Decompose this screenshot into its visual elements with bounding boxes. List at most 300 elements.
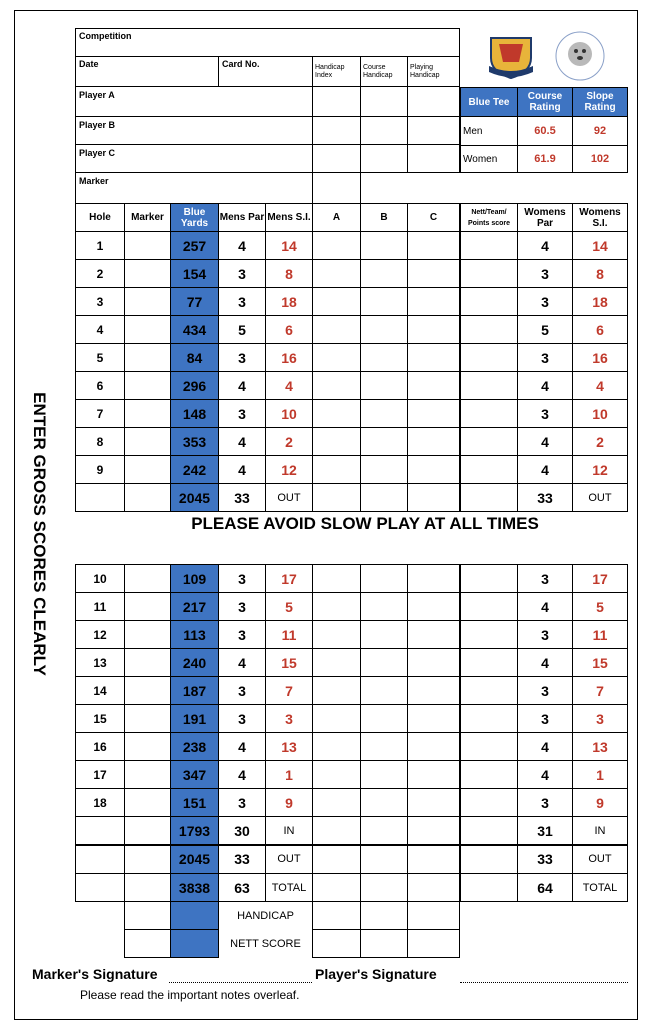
front-total-row-wsi [572, 483, 628, 512]
player-b-course-hcp[interactable] [360, 116, 408, 145]
hole-10-row-b[interactable] [360, 564, 408, 593]
hole-15-row-yards [170, 704, 219, 733]
hole-10-row-hole-value: 10 [93, 571, 107, 586]
total-row-total-b[interactable] [360, 873, 408, 902]
hole-4-row-c[interactable] [407, 315, 460, 344]
handicap-c[interactable] [407, 901, 460, 930]
total-row-total-yards-value: 3838 [178, 879, 211, 896]
hole-10-row-wpar-value: 3 [541, 570, 549, 587]
hole-1-row-wpar-value: 4 [541, 237, 549, 254]
total-row-in-marker[interactable] [124, 816, 171, 845]
hole-9-row-mpar [218, 455, 266, 484]
hole-3-row-nett[interactable] [460, 287, 518, 316]
course-handicap-label: Course Handicap [363, 64, 393, 79]
player-a-field[interactable] [75, 86, 313, 117]
player-a-label: Player A [79, 90, 115, 100]
hole-5-row-nett[interactable] [460, 343, 518, 372]
hole-13-row-a[interactable] [312, 648, 361, 677]
total-row-out-msi [265, 845, 313, 874]
hole-7-row-yards [170, 399, 219, 428]
hole-3-row-mpar [218, 287, 266, 316]
hole-4-row-a[interactable] [312, 315, 361, 344]
hole-15-row-wpar-value: 3 [541, 710, 549, 727]
hole-14-row-yards [170, 676, 219, 705]
hole-7-row-a[interactable] [312, 399, 361, 428]
hole-2-row-nett[interactable] [460, 259, 518, 288]
card-no-field[interactable] [218, 56, 313, 87]
hole-7-row-nett[interactable] [460, 399, 518, 428]
men-label: Men [463, 126, 483, 137]
hole-17-row-hole-value: 17 [93, 767, 107, 782]
hole-1-row-hole [75, 231, 125, 260]
hole-18-row-msi [265, 788, 313, 817]
hole-8-row-mpar [218, 427, 266, 456]
hole-7-row-wpar [517, 399, 573, 428]
hole-11-row-wsi [572, 592, 628, 621]
hole-8-row-nett[interactable] [460, 427, 518, 456]
hole-16-row-marker[interactable] [124, 732, 171, 761]
hole-15-row-wsi-value: 3 [596, 710, 604, 727]
hole-2-row-a[interactable] [312, 259, 361, 288]
date-label: Date [79, 59, 99, 69]
front-total-row-wpar-value: 33 [537, 489, 553, 506]
player-c-hcp-index[interactable] [312, 144, 361, 173]
hole-4-row-nett[interactable] [460, 315, 518, 344]
total-row-in-wsi [572, 816, 628, 845]
hole-11-row-hole [75, 592, 125, 621]
front-total-row-c[interactable] [407, 483, 460, 512]
hole-3-row-msi [265, 287, 313, 316]
col-header-mpar [218, 203, 266, 232]
front-total-row-mpar-value: 33 [234, 489, 250, 506]
hole-6-row-msi-value: 4 [285, 377, 293, 394]
hole-12-row-nett[interactable] [460, 620, 518, 649]
hole-10-row-c[interactable] [407, 564, 460, 593]
hole-9-row-c[interactable] [407, 455, 460, 484]
total-row-total-mpar-value: 63 [234, 879, 250, 896]
hole-16-row-yards-value: 238 [182, 738, 207, 755]
hole-8-row-wsi [572, 427, 628, 456]
hole-10-row-marker[interactable] [124, 564, 171, 593]
col-header-msi-label: Mens S.I. [267, 212, 311, 223]
hole-5-row-msi [265, 343, 313, 372]
hole-9-row-a[interactable] [312, 455, 361, 484]
hole-12-row-wsi-value: 11 [592, 626, 608, 643]
col-header-nett-label: Nett/Team/ Points score [467, 208, 510, 227]
side-instruction [28, 374, 50, 694]
hole-9-row-wpar-value: 4 [541, 461, 549, 478]
players-signature-line[interactable] [460, 982, 628, 983]
hole-1-row-wsi-value: 14 [592, 237, 608, 254]
hole-7-row-marker[interactable] [124, 399, 171, 428]
total-row-in-yards [170, 816, 219, 845]
hole-17-row-c[interactable] [407, 760, 460, 789]
hole-17-row-marker[interactable] [124, 760, 171, 789]
hole-12-row-c[interactable] [407, 620, 460, 649]
hole-10-row-wsi [572, 564, 628, 593]
hole-6-row-nett[interactable] [460, 371, 518, 400]
hole-9-row-hole-value: 9 [96, 462, 104, 477]
hole-17-row-nett[interactable] [460, 760, 518, 789]
hole-14-row-hole [75, 676, 125, 705]
nett-blue-cell [170, 929, 219, 958]
total-row-in-c[interactable] [407, 816, 460, 845]
hole-4-row-wsi-value: 6 [596, 321, 604, 338]
total-row-out-marker[interactable] [124, 845, 171, 874]
hole-14-row-wpar [517, 676, 573, 705]
playing-handicap-header [407, 56, 460, 87]
hole-14-row-msi-value: 7 [285, 682, 293, 699]
hole-18-row-hole [75, 788, 125, 817]
hole-1-row-hole-value: 1 [96, 238, 104, 253]
total-row-in-msi-value: IN [283, 824, 295, 837]
hole-2-row-c[interactable] [407, 259, 460, 288]
hole-13-row-nett[interactable] [460, 648, 518, 677]
hole-7-row-wsi-value: 10 [592, 405, 608, 422]
hole-14-row-msi [265, 676, 313, 705]
hole-12-row-yards-value: 113 [183, 626, 206, 643]
total-row-total-wsi [572, 873, 628, 902]
hole-5-row-b[interactable] [360, 343, 408, 372]
hole-11-row-b[interactable] [360, 592, 408, 621]
nett-b[interactable] [360, 929, 408, 958]
hole-16-row-b[interactable] [360, 732, 408, 761]
hole-13-row-b[interactable] [360, 648, 408, 677]
hole-12-row-wpar [517, 620, 573, 649]
players-signature[interactable] [315, 966, 630, 982]
hole-16-row-msi-value: 13 [281, 738, 297, 755]
total-row-in-yards-value: 1793 [178, 822, 211, 839]
hole-17-row-wsi [572, 760, 628, 789]
hole-3-row-msi-value: 18 [281, 293, 297, 310]
competition-field[interactable] [75, 28, 460, 57]
total-row-total-msi [265, 873, 313, 902]
hole-1-row-nett[interactable] [460, 231, 518, 260]
hole-8-row-yards-value: 353 [182, 433, 207, 450]
front-total-row-a[interactable] [312, 483, 361, 512]
player-b-field[interactable] [75, 116, 313, 145]
hole-5-row-mpar-value: 3 [238, 349, 246, 366]
nett-c[interactable] [407, 929, 460, 958]
total-row-total-nett[interactable] [460, 873, 518, 902]
hole-17-row-wpar [517, 760, 573, 789]
hole-18-row-wsi-value: 9 [596, 794, 604, 811]
nett-a[interactable] [312, 929, 361, 958]
hole-6-row-wsi [572, 371, 628, 400]
hole-16-row-yards [170, 732, 219, 761]
total-row-out-yards [170, 845, 219, 874]
hole-1-row-b[interactable] [360, 231, 408, 260]
hole-2-row-b[interactable] [360, 259, 408, 288]
hole-3-row-c[interactable] [407, 287, 460, 316]
total-row-total-c[interactable] [407, 873, 460, 902]
hole-10-row-mpar-value: 3 [238, 570, 246, 587]
handicap-index-label: Handicap Index [315, 64, 345, 79]
hole-15-row-a[interactable] [312, 704, 361, 733]
hole-5-row-a[interactable] [312, 343, 361, 372]
hole-6-row-mpar [218, 371, 266, 400]
markers-signature-label: Marker's Signature [32, 966, 158, 982]
hole-2-row-wsi-value: 8 [596, 265, 604, 282]
hole-16-row-wpar-value: 4 [541, 738, 549, 755]
hole-18-row-wsi [572, 788, 628, 817]
handicap-b[interactable] [360, 901, 408, 930]
player-c-field[interactable] [75, 144, 313, 173]
hole-5-row-c[interactable] [407, 343, 460, 372]
total-row-in-nett[interactable] [460, 816, 518, 845]
hole-6-row-b[interactable] [360, 371, 408, 400]
hole-13-row-hole-value: 13 [93, 655, 107, 670]
col-header-marker-label: Marker [131, 212, 164, 223]
hole-5-row-yards-value: 84 [186, 349, 203, 366]
handicap-marker-cell[interactable] [124, 901, 171, 930]
total-row-out-c[interactable] [407, 845, 460, 874]
hole-8-row-c[interactable] [407, 427, 460, 456]
hole-12-row-b[interactable] [360, 620, 408, 649]
hole-4-row-b[interactable] [360, 315, 408, 344]
hole-16-row-hole-value: 16 [93, 739, 107, 754]
hole-18-row-marker[interactable] [124, 788, 171, 817]
hole-10-row-wsi-value: 17 [592, 570, 608, 587]
hole-11-row-marker[interactable] [124, 592, 171, 621]
total-row-in-hole [75, 816, 125, 845]
hole-15-row-nett[interactable] [460, 704, 518, 733]
front-total-row-nett[interactable] [460, 483, 518, 512]
hole-2-row-mpar [218, 259, 266, 288]
hole-2-row-wsi [572, 259, 628, 288]
hole-14-row-a[interactable] [312, 676, 361, 705]
hole-9-row-marker[interactable] [124, 455, 171, 484]
hole-3-row-yards [170, 287, 219, 316]
hole-1-row-yards-value: 257 [182, 237, 207, 254]
hole-9-row-wpar [517, 455, 573, 484]
col-header-wsi-label: Womens S.I. [579, 206, 621, 229]
hole-18-row-b[interactable] [360, 788, 408, 817]
hole-5-row-wsi-value: 16 [592, 349, 608, 366]
hole-1-row-wsi [572, 231, 628, 260]
hole-10-row-a[interactable] [312, 564, 361, 593]
men-slope-value: 92 [593, 125, 607, 137]
club-crest-logo [485, 32, 537, 80]
hole-6-row-c[interactable] [407, 371, 460, 400]
hole-18-row-msi-value: 9 [285, 794, 293, 811]
hole-10-row-nett[interactable] [460, 564, 518, 593]
hole-17-row-b[interactable] [360, 760, 408, 789]
hole-5-row-wpar [517, 343, 573, 372]
course-handicap-header [360, 56, 408, 87]
hole-13-row-wsi [572, 648, 628, 677]
col-header-a [312, 203, 361, 232]
hole-3-row-mpar-value: 3 [238, 293, 246, 310]
handicap-label [218, 901, 313, 930]
handicap-a[interactable] [312, 901, 361, 930]
slow-play-text: PLEASE AVOID SLOW PLAY AT ALL TIMES [191, 514, 539, 533]
hole-10-row-wpar [517, 564, 573, 593]
hole-16-row-msi [265, 732, 313, 761]
hole-11-row-wsi-value: 5 [596, 598, 604, 615]
hole-5-row-yards [170, 343, 219, 372]
hole-13-row-wpar-value: 4 [541, 654, 549, 671]
hole-5-row-wpar-value: 3 [541, 349, 549, 366]
player-a-course-hcp[interactable] [360, 86, 408, 117]
hole-12-row-yards [170, 620, 219, 649]
nett-marker-cell[interactable] [124, 929, 171, 958]
marker-hcp-index[interactable] [312, 172, 361, 204]
player-c-playing-hcp[interactable] [407, 144, 460, 173]
hole-15-row-wsi [572, 704, 628, 733]
hole-16-row-c[interactable] [407, 732, 460, 761]
total-row-in-wsi-value: IN [594, 824, 606, 837]
hole-14-row-c[interactable] [407, 676, 460, 705]
hole-2-row-yards [170, 259, 219, 288]
total-row-out-b[interactable] [360, 845, 408, 874]
hole-9-row-b[interactable] [360, 455, 408, 484]
hole-16-row-hole [75, 732, 125, 761]
hole-11-row-c[interactable] [407, 592, 460, 621]
hole-4-row-wpar [517, 315, 573, 344]
hole-8-row-yards [170, 427, 219, 456]
hole-15-row-b[interactable] [360, 704, 408, 733]
hole-1-row-marker[interactable] [124, 231, 171, 260]
hole-5-row-msi-value: 16 [281, 349, 297, 366]
hole-8-row-b[interactable] [360, 427, 408, 456]
hole-1-row-a[interactable] [312, 231, 361, 260]
hole-2-row-hole-value: 2 [96, 266, 104, 281]
hole-13-row-yards [170, 648, 219, 677]
hole-16-row-nett[interactable] [460, 732, 518, 761]
hole-5-row-marker[interactable] [124, 343, 171, 372]
hole-4-row-wsi [572, 315, 628, 344]
hole-15-row-marker[interactable] [124, 704, 171, 733]
hole-10-row-hole [75, 564, 125, 593]
col-header-hole [75, 203, 125, 232]
marker-field[interactable] [75, 172, 313, 204]
hole-9-row-msi [265, 455, 313, 484]
markers-signature-line[interactable] [169, 982, 312, 983]
hole-14-row-mpar-value: 3 [238, 682, 246, 699]
front-total-row-b[interactable] [360, 483, 408, 512]
total-row-in-b[interactable] [360, 816, 408, 845]
hole-16-row-a[interactable] [312, 732, 361, 761]
hole-1-row-yards [170, 231, 219, 260]
hole-11-row-mpar [218, 592, 266, 621]
hole-14-row-marker[interactable] [124, 676, 171, 705]
player-a-playing-hcp[interactable] [407, 86, 460, 117]
hole-17-row-yards [170, 760, 219, 789]
hole-1-row-msi-value: 14 [281, 237, 297, 254]
hole-16-row-mpar-value: 4 [238, 738, 246, 755]
hole-3-row-a[interactable] [312, 287, 361, 316]
hole-3-row-b[interactable] [360, 287, 408, 316]
hole-15-row-hole-value: 15 [93, 711, 107, 726]
front-total-row-mpar [218, 483, 266, 512]
total-row-out-nett[interactable] [460, 845, 518, 874]
side-instruction-text: ENTER GROSS SCORES CLEARLY [30, 392, 49, 676]
hole-15-row-msi-value: 3 [285, 710, 293, 727]
player-b-playing-hcp[interactable] [407, 116, 460, 145]
hole-8-row-marker[interactable] [124, 427, 171, 456]
hole-11-row-msi-value: 5 [285, 598, 293, 615]
nett-score-label-text: NETT SCORE [230, 937, 301, 950]
total-row-in-a[interactable] [312, 816, 361, 845]
hole-8-row-a[interactable] [312, 427, 361, 456]
hole-6-row-hole-value: 6 [96, 378, 104, 393]
hole-6-row-marker[interactable] [124, 371, 171, 400]
hole-1-row-wpar [517, 231, 573, 260]
hole-3-row-wpar-value: 3 [541, 293, 549, 310]
slope-rating-label: Slope Rating [584, 91, 616, 113]
hole-2-row-marker[interactable] [124, 259, 171, 288]
hole-4-row-mpar-value: 5 [238, 321, 246, 338]
hole-4-row-wpar-value: 5 [541, 321, 549, 338]
front-total-row-marker[interactable] [124, 483, 171, 512]
hole-3-row-marker[interactable] [124, 287, 171, 316]
total-row-total-marker[interactable] [124, 873, 171, 902]
men-course-rating [517, 116, 573, 146]
hole-11-row-yards [170, 592, 219, 621]
hole-17-row-a[interactable] [312, 760, 361, 789]
hole-14-row-b[interactable] [360, 676, 408, 705]
hole-18-row-hole-value: 18 [93, 795, 107, 810]
hole-9-row-yards-value: 242 [182, 461, 207, 478]
hole-12-row-msi [265, 620, 313, 649]
total-row-out-mpar [218, 845, 266, 874]
hole-15-row-c[interactable] [407, 704, 460, 733]
hole-3-row-wpar [517, 287, 573, 316]
player-a-hcp-index[interactable] [312, 86, 361, 117]
hole-12-row-a[interactable] [312, 620, 361, 649]
hole-7-row-b[interactable] [360, 399, 408, 428]
hole-11-row-a[interactable] [312, 592, 361, 621]
course-rating-label: Course Rating [527, 91, 563, 113]
player-c-course-hcp[interactable] [360, 144, 408, 173]
hole-11-row-nett[interactable] [460, 592, 518, 621]
hole-12-row-hole [75, 620, 125, 649]
date-field[interactable] [75, 56, 219, 87]
hole-15-row-mpar-value: 3 [238, 710, 246, 727]
hole-17-row-mpar [218, 760, 266, 789]
hole-13-row-c[interactable] [407, 648, 460, 677]
hole-12-row-marker[interactable] [124, 620, 171, 649]
hole-6-row-msi [265, 371, 313, 400]
hole-18-row-c[interactable] [407, 788, 460, 817]
women-label: Women [463, 154, 498, 165]
hole-7-row-wsi [572, 399, 628, 428]
total-row-out-yards-value: 2045 [178, 851, 211, 867]
hole-7-row-c[interactable] [407, 399, 460, 428]
total-row-out-hole [75, 845, 125, 874]
markers-signature[interactable] [32, 966, 312, 982]
hole-6-row-yards [170, 371, 219, 400]
hole-1-row-c[interactable] [407, 231, 460, 260]
men-course-value: 60.5 [534, 125, 556, 137]
hole-8-row-mpar-value: 4 [238, 433, 246, 450]
hole-18-row-mpar [218, 788, 266, 817]
hole-9-row-nett[interactable] [460, 455, 518, 484]
hole-18-row-nett[interactable] [460, 788, 518, 817]
hole-13-row-marker[interactable] [124, 648, 171, 677]
hole-6-row-mpar-value: 4 [238, 377, 246, 394]
hole-4-row-marker[interactable] [124, 315, 171, 344]
total-row-out-a[interactable] [312, 845, 361, 874]
player-b-hcp-index[interactable] [312, 116, 361, 145]
hole-6-row-a[interactable] [312, 371, 361, 400]
hole-14-row-nett[interactable] [460, 676, 518, 705]
hole-18-row-a[interactable] [312, 788, 361, 817]
hole-12-row-hole-value: 12 [93, 627, 107, 642]
total-row-total-a[interactable] [312, 873, 361, 902]
front-total-row-yards-value: 2045 [178, 489, 211, 506]
